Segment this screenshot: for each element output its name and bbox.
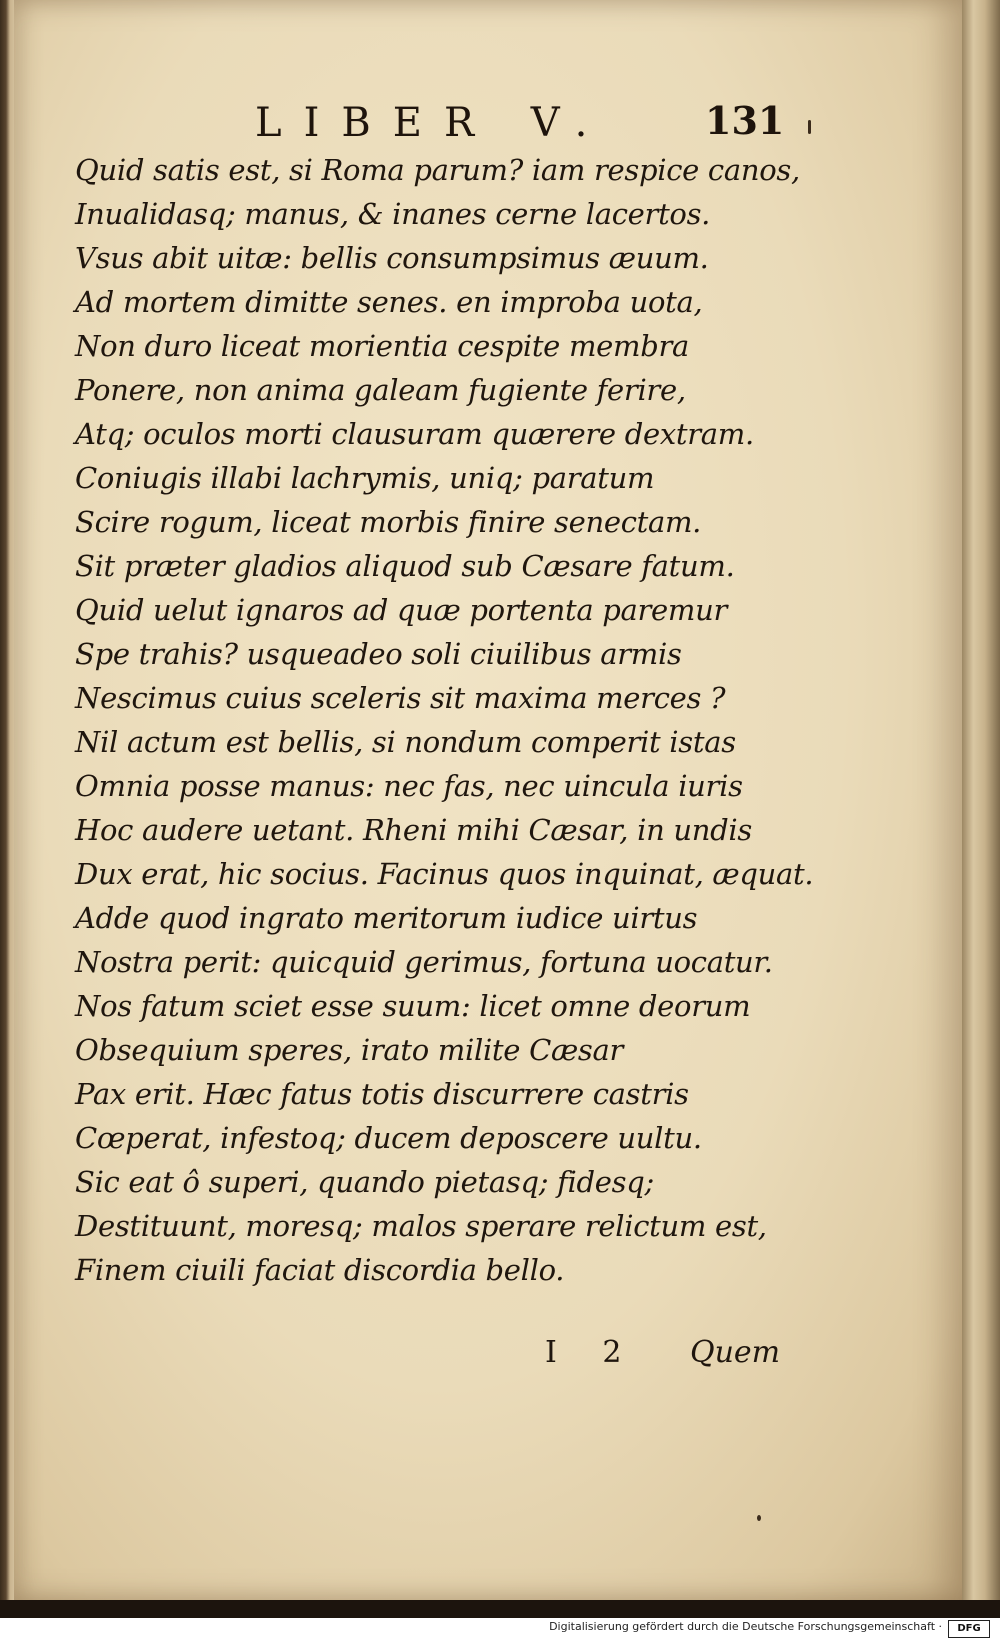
verse-line: Cœperat, infestoq; ducem deposcere uultu. [75,1121,702,1155]
verse-line: Omnia posse manus: nec fas, nec uincula iuris [75,769,743,803]
catchword: Quem [690,1335,781,1370]
page-number: 131 [705,98,785,143]
verse-line: Inualidasq; manus, & inanes cerne lacertos. [75,197,711,231]
ink-speck [808,120,811,134]
verse-line: Finem ciuili faciat discordia bello. [75,1253,565,1287]
verse-line: Ponere, non anima galeam fugiente ferire, [75,373,686,407]
verse-line: Sic eat ô superi, quando pietasq; fidesq; [75,1165,654,1199]
verse-line: Scire rogum, liceat morbis finire senectam. [75,505,702,539]
verse-line: Nil actum est bellis, si nondum comperit istas [75,725,736,759]
verse-line: Non duro liceat morientia cespite membra [75,329,690,363]
ink-speck [757,1515,761,1521]
verse-text [75,148,814,1292]
dfg-logo: DFG [948,1620,990,1638]
running-head: LIBER V. [255,100,610,146]
page-stack-edge [962,0,1000,1600]
verse-line: Coniugis illabi lachrymis, uniq; paratum [75,461,655,495]
verse-line: Quid uelut ignaros ad quæ portenta paremur [75,593,728,627]
digitization-credit: Digitalisierung gefördert durch die Deutsche Forschungsgemeinschaft · [549,1620,942,1633]
verse-line: Vsus abit uitæ: bellis consumpsimus æuum. [75,241,709,275]
verse-line: Sit præter gladios aliquod sub Cæsare fatum. [75,549,735,583]
verse-line: Pax erit. Hæc fatus totis discurrere castris [75,1077,689,1111]
verse-line: Nos fatum sciet esse suum: licet omne deorum [75,989,751,1023]
verse-line: Nescimus cuius sceleris sit maxima merces ? [75,681,726,715]
verse-line: Quid satis est, si Roma parum? iam respice canos, [75,153,800,187]
verse-line: Ad mortem dimitte senes. en improba uota, [75,285,703,319]
verse-line: Spe trahis? usqueadeo soli ciuilibus armis [75,637,682,671]
verse-line: Atq; oculos morti clausuram quærere dextram. [75,417,754,451]
verse-line: Destituunt, moresq; malos sperare relictum est, [75,1209,767,1243]
signature-mark: I 2 [545,1335,640,1370]
verse-line: Nostra perit: quicquid gerimus, fortuna uocatur. [75,945,773,979]
verse-line: Dux erat, hic socius. Facinus quos inquinat, æquat. [75,857,814,891]
verse-line: Adde quod ingrato meritorum iudice uirtus [75,901,698,935]
verse-line: Obsequium speres, irato milite Cæsar [75,1033,624,1067]
verse-line: Hoc audere uetant. Rheni mihi Cæsar, in undis [75,813,752,847]
